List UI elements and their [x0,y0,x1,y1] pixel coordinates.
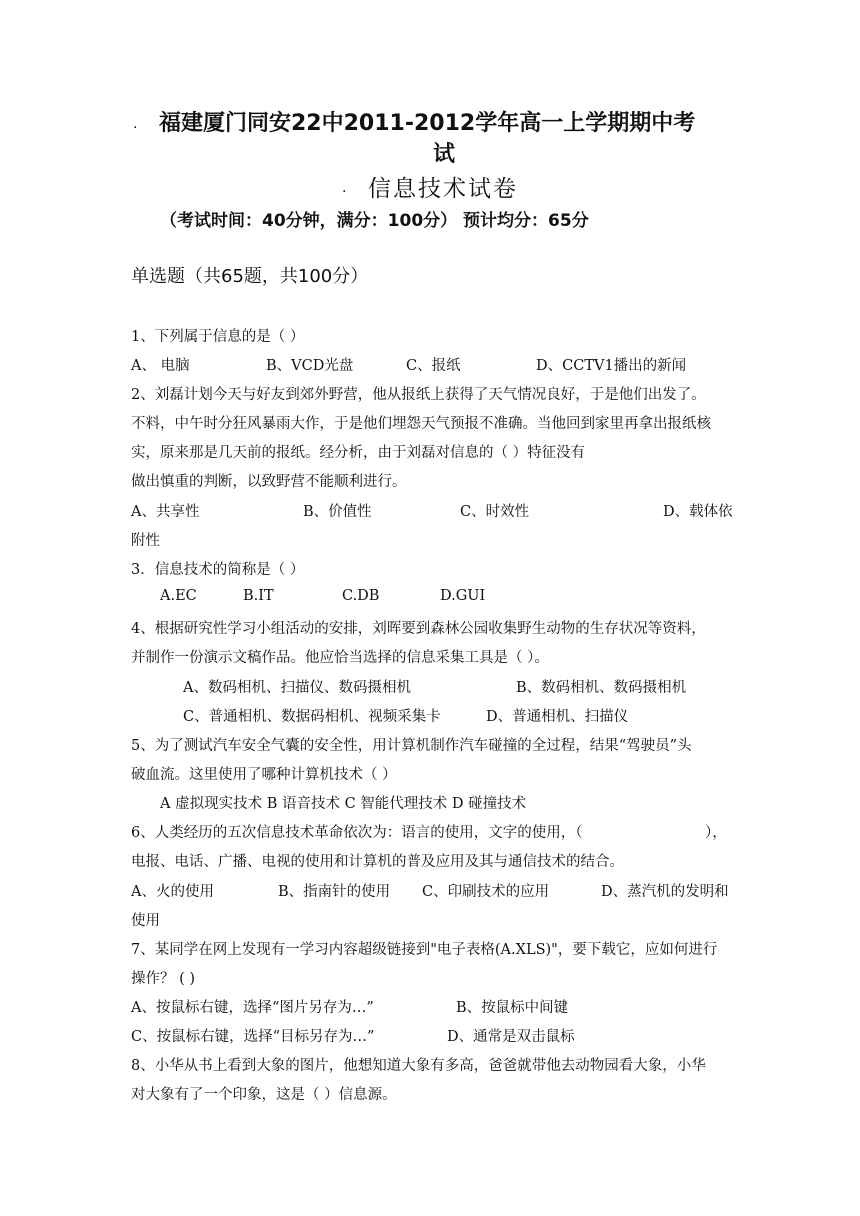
option-c: C、普通相机、数据码相机、视频采集卡 [183,709,441,725]
question-stem-line: 6、人类经历的五次信息技术革命依次为：语言的使用，文字的使用，（ [131,825,583,841]
question-stem-line: 并制作一份演示文稿作品。他应恰当选择的信息采集工具是（ ）。 [131,650,549,666]
option-b: B、按鼠标中间键 [456,1000,569,1016]
exam-info: （考试时间：40分钟，满分：100分） 预计均分：65分 [160,211,589,231]
document-subtitle: 信息技术试卷 [368,176,518,202]
question-stem-line: 对大象有了一个印象，这是（ ）信息源。 [131,1087,397,1103]
option-c: C.DB [342,588,380,604]
option-b: B、VCD光盘 [266,358,354,374]
option-a: A、共享性 [131,504,200,520]
option-b: B、指南针的使用 [278,884,391,900]
question-stem-line: 实，原来那是几天前的报纸。经分析，由于刘磊对信息的（ ）特征没有 [131,445,586,461]
section-heading: 单选题（共65题，共100分） [131,266,369,287]
option-c: C、印刷技术的应用 [422,884,550,900]
question-stem-line: 4、根据研究性学习小组活动的安排，刘晖要到森林公园收集野生动物的生存状况等资料， [131,621,706,637]
option-a: A、数码相机、扫描仪、数码摄相机 [183,680,411,696]
document-title: 福建厦门同安22中2011-2012学年高一上学期期中考 [159,111,696,136]
question-stem-line: 破血流。这里使用了哪种计算机技术（ ） [131,767,397,783]
question-stem-line: 5、为了测试汽车安全气囊的安全性，用计算机制作汽车碰撞的全过程，结果“驾驶员”头 [131,738,692,754]
question-stem-line: 电报、电话、广播、电视的使用和计算机的普及应用及其与通信技术的结合。 [131,854,624,870]
subtitle-bullet: . [342,180,347,196]
option-c: C、按鼠标右键，选择“目标另存为…” [131,1029,375,1045]
option-c: C、时效性 [460,504,530,520]
option-d: D.GUI [440,588,486,604]
option-a: A、 电脑 [131,358,190,374]
option-a: A、按鼠标右键，选择“图片另存为…” [131,1000,374,1016]
question-stem-line: 8、小华从书上看到大象的图片，他想知道大象有多高，爸爸就带他去动物园看大象，小华 [131,1058,706,1074]
option-d: D、通常是双击鼠标 [447,1029,575,1045]
question-stem-line: 2、刘磊计划今天与好友到郊外野营，他从报纸上获得了天气情况良好，于是他们出发了。 [131,387,706,403]
option-a: A.EC [160,588,197,604]
option-a: A、火的使用 [131,884,214,900]
question-stem-line: 不料，中午时分狂风暴雨大作，于是他们埋怨天气预报不准确。当他回到家里再拿出报纸核 [131,416,711,432]
option-b: B、价值性 [303,504,372,520]
document-title-continued: 试 [433,142,456,167]
title-bullet: . [133,116,138,132]
option-d: D、载体依 [663,504,733,520]
option-d-wrap: 使用 [131,913,160,929]
question-stem: 1、下列属于信息的是（ ） [131,329,305,345]
option-b: B.IT [243,588,274,604]
option-b: B、数码相机、数码摄相机 [516,680,687,696]
question-stem-line: 7、某同学在网上发现有一学习内容超级链接到"电子表格(A.XLS)"，要下载它，应如何进行 [131,942,718,958]
option-d-wrap: 附性 [131,533,160,549]
question-stem: 3．信息技术的简称是（ ） [131,562,305,578]
question-stem-line: 操作？ ( ) [131,971,196,987]
option-d: D、CCTV1播出的新闻 [536,358,687,374]
question-stem-line-end: ）， [705,825,727,841]
option-d: D、蒸汽机的发明和 [601,884,729,900]
option-d: D、普通相机、扫描仪 [486,709,629,725]
question-options: A 虚拟现实技术 B 语音技术 C 智能代理技术 D 碰撞技术 [160,796,527,812]
question-stem-line: 做出慎重的判断，以致野营不能顺利进行。 [131,474,407,490]
option-c: C、报纸 [406,358,461,374]
